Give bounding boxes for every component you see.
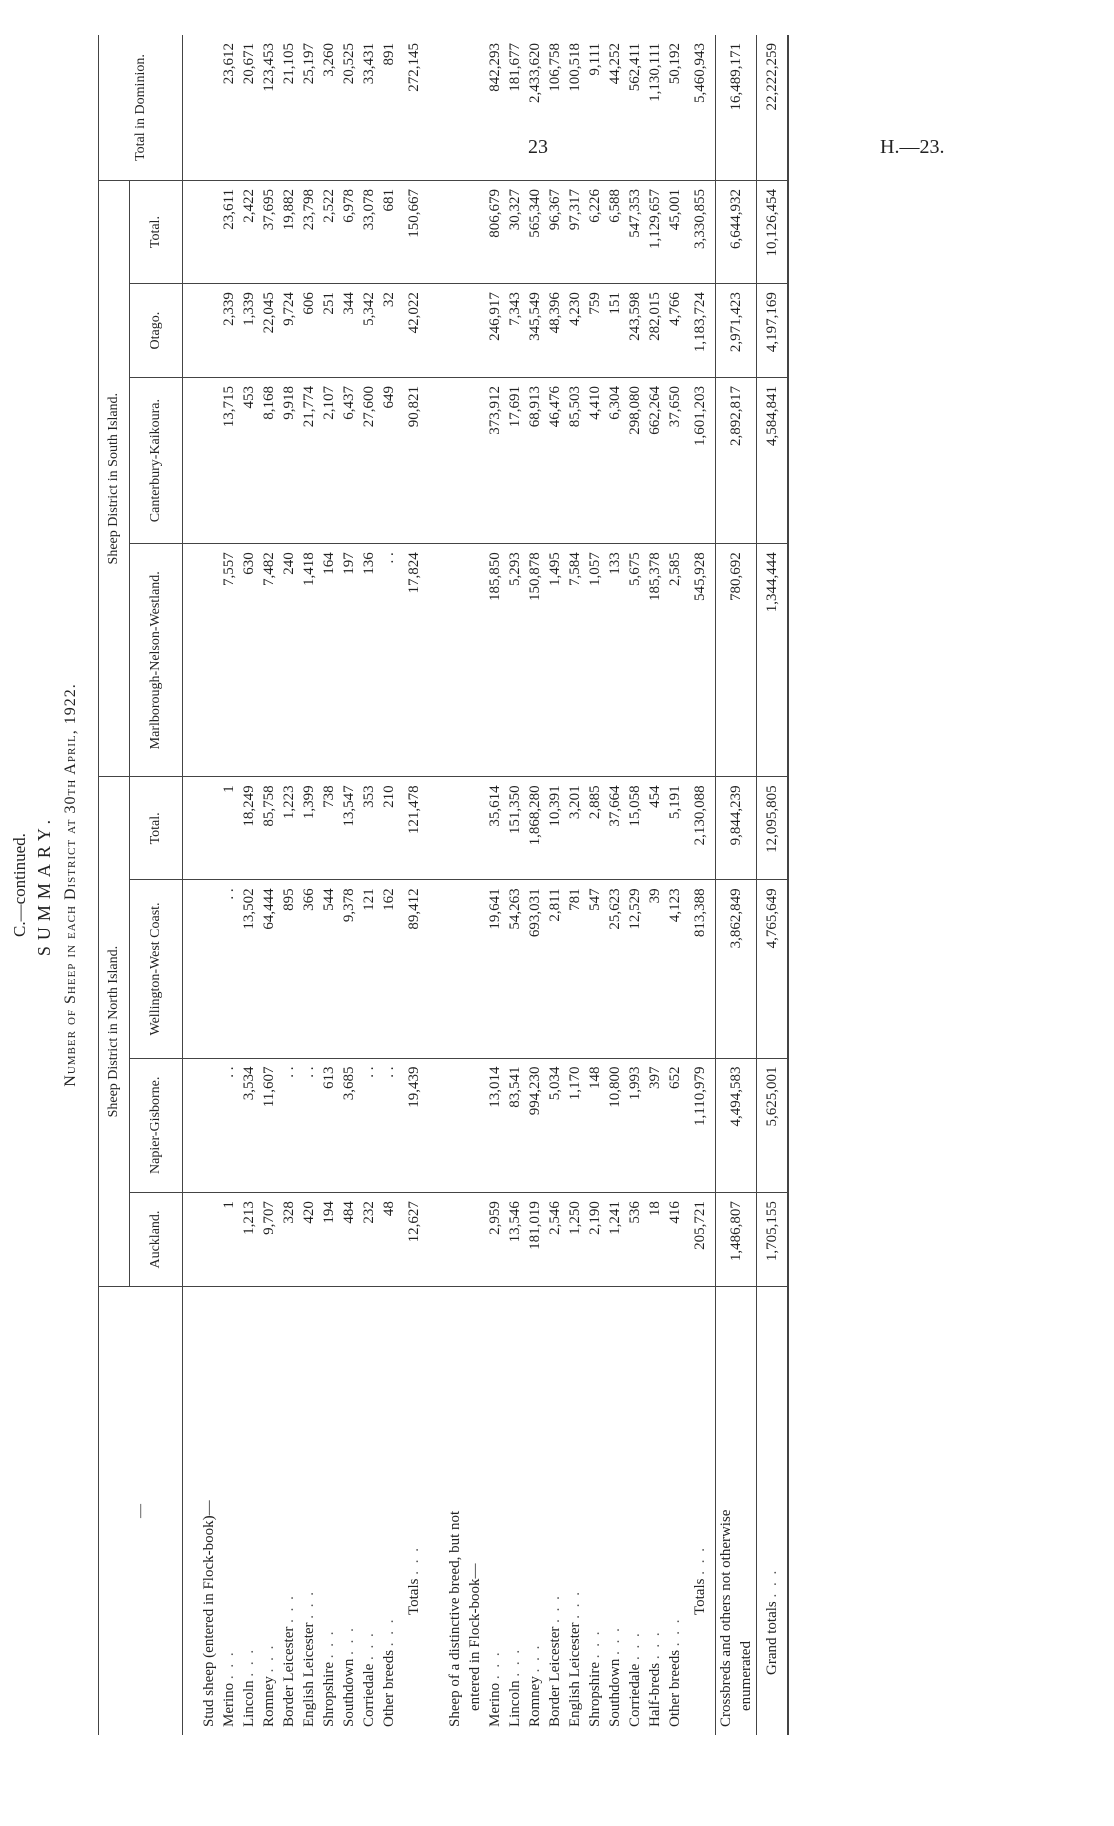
col-marlborough-nelson-westland: Marlborough-Nelson-Westland. [130,544,183,777]
value-cell: 6,978 [339,181,359,284]
value-cell: 613 [319,1058,339,1193]
value-cell: 150,878 [525,544,545,777]
value-cell: 272,145 [399,35,429,181]
value-cell: 1 [219,1193,239,1287]
value-cell: 10,800 [605,1058,625,1193]
value-cell: . . [379,1058,399,1193]
value-cell: 453 [239,378,259,544]
value-cell: 210 [379,777,399,880]
table-body [183,35,789,1735]
table-row [219,35,239,1735]
value-cell: 1,213 [239,1193,259,1287]
value-cell: 83,541 [505,1058,525,1193]
value-cell: 5,460,943 [685,35,716,181]
value-cell: 484 [339,1193,359,1287]
breed-label: English Leicester . . . [567,1589,583,1727]
value-cell: 780,692 [716,544,757,777]
value-cell: 54,263 [505,880,525,1058]
value-cell: 164 [319,544,339,777]
table-row [299,35,319,1735]
value-cell: 12,627 [399,1193,429,1287]
table-row [279,35,299,1735]
continued-heading: C.—continued. [10,833,29,937]
value-cell: 150,667 [399,181,429,284]
value-cell: 20,671 [239,35,259,181]
value-cell: 2,522 [319,181,339,284]
value-cell: 994,230 [525,1058,545,1193]
table-row [525,35,545,1735]
value-cell: . . [219,880,239,1058]
value-cell: 96,367 [545,181,565,284]
value-cell: 1,495 [545,544,565,777]
table-row [505,35,525,1735]
value-cell: 2,190 [585,1193,605,1287]
value-cell: 9,918 [279,378,299,544]
value-cell: 1,130,111 [645,35,665,181]
value-cell: . . [279,1058,299,1193]
breed-label: Other breeds . . . [381,1617,397,1727]
breed-label: Southdown . . . [607,1626,623,1727]
table-row [319,35,339,1735]
value-cell: 48,396 [545,284,565,378]
value-cell: 2,130,088 [685,777,716,880]
col-otago: Otago. [130,284,183,378]
value-cell: 13,547 [339,777,359,880]
value-cell: 895 [279,880,299,1058]
value-cell: 25,623 [605,880,625,1058]
table-row [757,35,789,1735]
value-cell: 148 [585,1058,605,1193]
value-cell: 23,612 [219,35,239,181]
table-row [259,35,279,1735]
col-canterbury-kaikoura: Canterbury-Kaikoura. [130,378,183,544]
table-row [485,35,505,1735]
value-cell: 4,230 [565,284,585,378]
value-cell: 9,724 [279,284,299,378]
value-cell: 4,197,169 [757,284,789,378]
value-cell: 20,525 [339,35,359,181]
value-cell: 17,691 [505,378,525,544]
value-cell: 136 [359,544,379,777]
value-cell: 662,264 [645,378,665,544]
col-wellington-west-coast: Wellington-West Coast. [130,880,183,1058]
value-cell: 9,707 [259,1193,279,1287]
breed-label: Half-breds . . . [647,1630,663,1727]
grand-totals-label: Grand totals . . . [757,1287,789,1736]
value-cell: 2,433,620 [525,35,545,181]
value-cell: 17,824 [399,544,429,777]
value-cell: 246,917 [485,284,505,378]
value-cell: 27,600 [359,378,379,544]
value-cell: 23,611 [219,181,239,284]
table-row [339,35,359,1735]
value-cell: 1,418 [299,544,319,777]
value-cell: 420 [299,1193,319,1287]
table-row [585,35,605,1735]
value-cell: 544 [319,880,339,1058]
value-cell: 3,685 [339,1058,359,1193]
value-cell: 781 [565,880,585,1058]
value-cell: 2,585 [665,544,685,777]
value-cell: 1,183,724 [685,284,716,378]
value-cell: 7,343 [505,284,525,378]
value-cell: 15,058 [625,777,645,880]
value-cell: 97,317 [565,181,585,284]
stud-totals-label: Totals . . . [406,1546,422,1615]
value-cell: 68,913 [525,378,545,544]
breed-label: Merino . . . [487,1650,503,1727]
value-cell: 738 [319,777,339,880]
value-cell: 18 [645,1193,665,1287]
value-cell: 185,850 [485,544,505,777]
value-cell: 133 [605,544,625,777]
breed-label: Merino . . . [221,1650,237,1727]
col-auckland: Auckland. [130,1193,183,1287]
value-cell: 2,971,423 [716,284,757,378]
value-cell: 151 [605,284,625,378]
value-cell: 37,664 [605,777,625,880]
value-cell: 48 [379,1193,399,1287]
north-island-group-header: Sheep District in North Island. [99,777,130,1287]
value-cell: 6,644,932 [716,181,757,284]
value-cell: 1,170 [565,1058,585,1193]
table-row [379,35,399,1735]
value-cell: 12,529 [625,880,645,1058]
value-cell: 33,078 [359,181,379,284]
value-cell: 345,549 [525,284,545,378]
value-cell: 32 [379,284,399,378]
value-cell: 35,614 [485,777,505,880]
value-cell: 123,453 [259,35,279,181]
value-cell: 46,476 [545,378,565,544]
value-cell: 50,192 [665,35,685,181]
value-cell: 3,534 [239,1058,259,1193]
value-cell: 89,412 [399,880,429,1058]
value-cell: 9,378 [339,880,359,1058]
value-cell: 44,252 [605,35,625,181]
value-cell: 85,503 [565,378,585,544]
value-cell: 681 [379,181,399,284]
table-row [685,35,716,1735]
value-cell: 6,588 [605,181,625,284]
table-row [605,35,625,1735]
value-cell: 185,378 [645,544,665,777]
value-cell: 18,249 [239,777,259,880]
page-number: 23 [528,136,548,158]
value-cell: 21,105 [279,35,299,181]
value-cell: . . [299,1058,319,1193]
value-cell: 21,774 [299,378,319,544]
value-cell: 2,892,817 [716,378,757,544]
value-cell: 106,758 [545,35,565,181]
table-row [399,35,429,1735]
value-cell: 547 [585,880,605,1058]
breed-label: Romney . . . [261,1643,277,1727]
value-cell: 454 [645,777,665,880]
value-cell: . . [359,1058,379,1193]
value-cell: 181,677 [505,35,525,181]
value-cell: 12,095,805 [757,777,789,880]
value-cell: 649 [379,378,399,544]
value-cell: 891 [379,35,399,181]
value-cell: 2,959 [485,1193,505,1287]
value-cell: 19,641 [485,880,505,1058]
value-cell: 4,766 [665,284,685,378]
value-cell: 806,679 [485,181,505,284]
value-cell: 13,546 [505,1193,525,1287]
value-cell: 366 [299,880,319,1058]
value-cell: 25,197 [299,35,319,181]
value-cell: 3,260 [319,35,339,181]
value-cell: 1,110,979 [685,1058,716,1193]
value-cell: 2,811 [545,880,565,1058]
distinctive-totals-label: Totals . . . [692,1546,708,1615]
value-cell: 545,928 [685,544,716,777]
stud-section-heading: Stud sheep (entered in Flock-book)— [201,1500,217,1727]
value-cell: 344 [339,284,359,378]
value-cell: 4,410 [585,378,605,544]
value-cell: 1,399 [299,777,319,880]
value-cell: 240 [279,544,299,777]
crossbreds-label: Crossbreds and others not otherwise enumerated [716,1287,757,1736]
value-cell: 1,486,807 [716,1193,757,1287]
table-row [359,35,379,1735]
value-cell: 1,601,203 [685,378,716,544]
value-cell: 30,327 [505,181,525,284]
value-cell: 2,107 [319,378,339,544]
value-cell: 19,439 [399,1058,429,1193]
value-cell: 1,868,280 [525,777,545,880]
breed-label: Border Leicester . . . [547,1594,563,1727]
value-cell: 693,031 [525,880,545,1058]
value-cell: 1,993 [625,1058,645,1193]
value-cell: 1,057 [585,544,605,777]
breed-label: Shropshire . . . [321,1629,337,1727]
value-cell: 5,293 [505,544,525,777]
value-cell: 5,191 [665,777,685,880]
table-row [625,35,645,1735]
value-cell: 3,862,849 [716,880,757,1058]
value-cell: 90,821 [399,378,429,544]
value-cell: 1,344,444 [757,544,789,777]
value-cell: 13,715 [219,378,239,544]
breed-label: Corriedale . . . [627,1631,643,1727]
table-row [565,35,585,1735]
value-cell: 547,353 [625,181,645,284]
col-north-total: Total. [130,777,183,880]
distinctive-section-heading: Sheep of a distinctive breed, but not [447,1510,463,1727]
row-label-header: — [99,1287,183,1736]
breed-label: Border Leicester . . . [281,1594,297,1727]
value-cell: 630 [239,544,259,777]
value-cell: 7,482 [259,544,279,777]
breed-label: Lincoln . . . [241,1647,257,1727]
summary-heading: SUMMARY. [34,813,54,957]
value-cell: 9,844,239 [716,777,757,880]
value-cell: 813,388 [685,880,716,1058]
value-cell: 1,250 [565,1193,585,1287]
value-cell: 5,625,001 [757,1058,789,1193]
table-row [239,35,259,1735]
value-cell: 4,494,583 [716,1058,757,1193]
value-cell: 16,489,171 [716,35,757,181]
breed-label: Corriedale . . . [361,1631,377,1727]
document-reference: H.—23. [880,136,945,158]
value-cell: 6,304 [605,378,625,544]
value-cell: 42,022 [399,284,429,378]
value-cell: 2,422 [239,181,259,284]
table-title: Number of Sheep in each District at 30th April, 1922. [62,683,79,1087]
value-cell: 416 [665,1193,685,1287]
value-cell: 197 [339,544,359,777]
value-cell: 536 [625,1193,645,1287]
value-cell: . . [219,1058,239,1193]
value-cell: 565,340 [525,181,545,284]
breed-label: Shropshire . . . [587,1629,603,1727]
value-cell: 606 [299,284,319,378]
table-row [545,35,565,1735]
value-cell: 85,758 [259,777,279,880]
value-cell: 6,226 [585,181,605,284]
value-cell: 4,123 [665,880,685,1058]
value-cell: 5,342 [359,284,379,378]
value-cell: 37,650 [665,378,685,544]
value-cell: 7,557 [219,544,239,777]
value-cell: 13,014 [485,1058,505,1193]
value-cell: 232 [359,1193,379,1287]
value-cell: 121 [359,880,379,1058]
value-cell: 23,798 [299,181,319,284]
value-cell: 353 [359,777,379,880]
value-cell: 1,705,155 [757,1193,789,1287]
value-cell: 121,478 [399,777,429,880]
value-cell: 11,607 [259,1058,279,1193]
rotated-table-region [10,35,950,1735]
value-cell: 7,584 [565,544,585,777]
value-cell: 181,019 [525,1193,545,1287]
breed-label: Other breeds . . . [667,1617,683,1727]
value-cell: 4,765,649 [757,880,789,1058]
value-cell: 19,882 [279,181,299,284]
value-cell: 1 [219,777,239,880]
value-cell: 194 [319,1193,339,1287]
value-cell: 33,431 [359,35,379,181]
col-napier-gisborne: Napier-Gisborne. [130,1058,183,1193]
value-cell: 37,695 [259,181,279,284]
value-cell: 562,411 [625,35,645,181]
value-cell: 4,584,841 [757,378,789,544]
value-cell: 1,339 [239,284,259,378]
value-cell: 373,912 [485,378,505,544]
value-cell: 243,598 [625,284,645,378]
value-cell: 759 [585,284,605,378]
value-cell: 45,001 [665,181,685,284]
value-cell: 3,201 [565,777,585,880]
value-cell: 298,080 [625,378,645,544]
breed-label: Southdown . . . [341,1626,357,1727]
value-cell: 13,502 [239,880,259,1058]
value-cell: 10,391 [545,777,565,880]
distinctive-section-heading-2: entered in Flock-book— [467,1563,483,1711]
value-cell: 282,015 [645,284,665,378]
dominion-total-header: Total in Dominion. [99,35,183,181]
value-cell: 3,330,855 [685,181,716,284]
value-cell: 6,437 [339,378,359,544]
value-cell: 64,444 [259,880,279,1058]
value-cell: 5,675 [625,544,645,777]
sheep-summary-table [98,35,789,1735]
value-cell: . . [379,544,399,777]
value-cell: 10,126,454 [757,181,789,284]
table-row [665,35,685,1735]
value-cell: 1,129,657 [645,181,665,284]
col-south-total: Total. [130,181,183,284]
value-cell: 39 [645,880,665,1058]
value-cell: 5,034 [545,1058,565,1193]
table-row [645,35,665,1735]
value-cell: 8,168 [259,378,279,544]
value-cell: 100,518 [565,35,585,181]
value-cell: 2,885 [585,777,605,880]
value-cell: 1,241 [605,1193,625,1287]
value-cell: 162 [379,880,399,1058]
value-cell: 2,546 [545,1193,565,1287]
value-cell: 2,339 [219,284,239,378]
table-row [716,35,757,1735]
value-cell: 205,721 [685,1193,716,1287]
value-cell: 842,293 [485,35,505,181]
value-cell: 397 [645,1058,665,1193]
value-cell: 9,111 [585,35,605,181]
value-cell: 251 [319,284,339,378]
south-island-group-header: Sheep District in South Island. [99,181,130,777]
breed-label: Lincoln . . . [507,1647,523,1727]
value-cell: 22,222,259 [757,35,789,181]
value-cell: 22,045 [259,284,279,378]
value-cell: 151,350 [505,777,525,880]
breed-label: Romney . . . [527,1643,543,1727]
breed-label: English Leicester . . . [301,1589,317,1727]
value-cell: 1,223 [279,777,299,880]
value-cell: 652 [665,1058,685,1193]
value-cell: 328 [279,1193,299,1287]
